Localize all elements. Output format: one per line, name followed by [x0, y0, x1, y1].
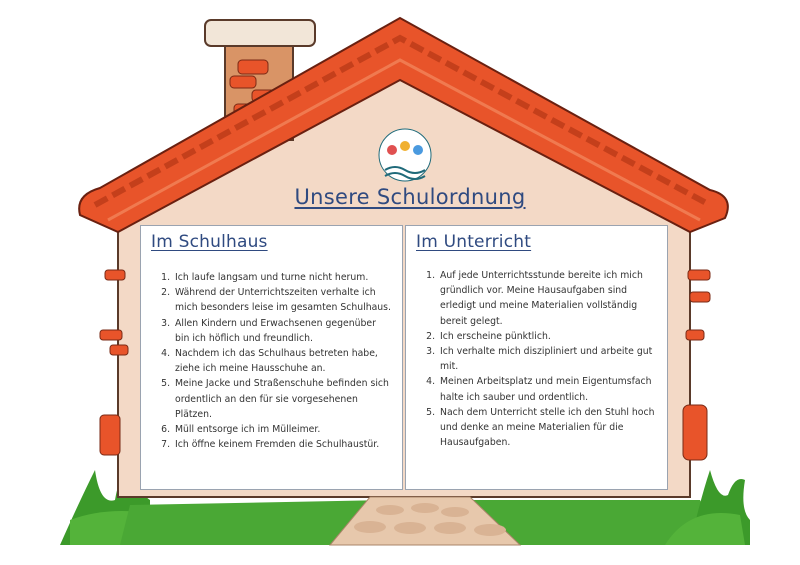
- rule-item: 3. Ich verhalte mich diszipliniert und arbeite gut mit.: [438, 344, 657, 374]
- rule-item: 5. Meine Jacke und Straßenschuhe befinden sich ordentlich an den für sie vorgesehenen Plätzen.: [173, 376, 392, 422]
- rule-item: 3. Allen Kindern und Erwachsenen gegenüber bin ich höflich und freundlich.: [173, 316, 392, 346]
- heading-unterricht: Im Unterricht: [416, 232, 532, 252]
- heading-schulhaus: Im Schulhaus: [151, 232, 268, 252]
- rule-item: 2. Während der Unterrichtszeiten verhalte ich mich besonders leise im gesamten Schulhaus.: [173, 285, 392, 315]
- rule-item: 7. Ich öffne keinem Fremden die Schulhaustür.: [173, 437, 392, 452]
- rule-item: 1. Auf jede Unterrichtsstunde bereite ich mich gründlich vor. Meine Hausaufgaben sind erledigt und meine Materialien vollständig bereit gelegt.: [438, 268, 657, 329]
- rule-item: 5. Nach dem Unterricht stelle ich den Stuhl hoch und denke an meine Materialien für die Hausaufgaben.: [438, 405, 657, 451]
- rule-item: 2. Ich erscheine pünktlich.: [438, 329, 657, 344]
- panel-unterricht: [405, 225, 668, 490]
- rule-item: 4. Nachdem ich das Schulhaus betreten habe, ziehe ich meine Hausschuhe an.: [173, 346, 392, 376]
- rules-unterricht: [416, 268, 657, 450]
- page-title: Unsere Schulordnung: [294, 185, 526, 209]
- rule-item: 6. Müll entsorge ich im Mülleimer.: [173, 422, 392, 437]
- rule-item: 4. Meinen Arbeitsplatz und mein Eigentumsfach halte ich sauber und ordentlich.: [438, 374, 657, 404]
- rules-schulhaus: [151, 270, 392, 452]
- school-logo: [379, 129, 431, 181]
- rule-item: 1. Ich laufe langsam und turne nicht herum.: [173, 270, 392, 285]
- panel-schulhaus: [140, 225, 403, 490]
